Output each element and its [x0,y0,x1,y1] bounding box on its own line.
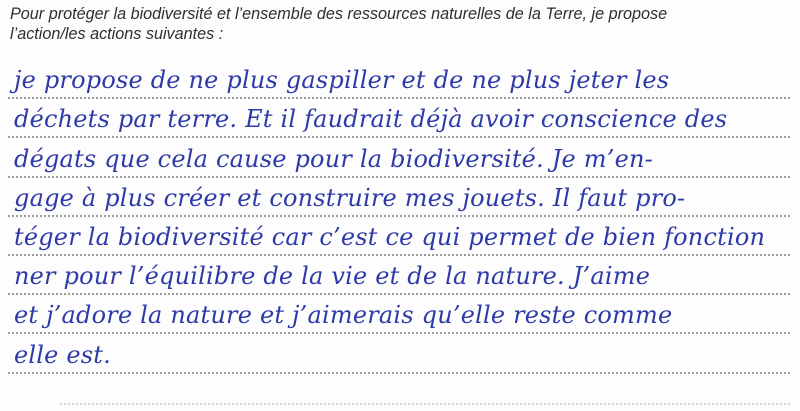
answer-line [8,99,790,138]
answer-line-text: dégats que cela cause pour la biodiversité. Je m’en- [14,144,653,173]
answer-line [8,295,790,334]
handwritten-answer [8,60,790,374]
prompt-text [10,4,790,44]
prompt-line-2: l’action/les actions suivantes : [10,25,224,43]
answer-line [8,334,790,373]
answer-line [8,256,790,295]
answer-line-text: ner pour l’équilibre de la vie et de la nature. J’aime [14,262,651,291]
answer-line-text: et j’adore la nature et j’aimerais qu’elle reste comme [14,301,673,330]
answer-line-text: je propose de ne plus gaspiller et de ne plus jeter les [14,66,670,95]
prompt-line-1: Pour protéger la biodiversité et l’ensemble des ressources naturelles de la Terre, je propose [10,5,668,23]
answer-line [8,60,790,99]
bottom-dotted-rule [60,403,790,405]
answer-line-text: gage à plus créer et construire mes jouets. Il faut pro- [14,183,686,212]
answer-line [8,138,790,177]
answer-line [8,217,790,256]
answer-line-text: déchets par terre. Et il faudrait déjà avoir conscience des [14,105,728,134]
answer-line-text: téger la biodiversité car c’est ce qui permet de bien fonction [14,222,766,251]
answer-line [8,178,790,217]
answer-line-text: elle est. [14,340,111,369]
